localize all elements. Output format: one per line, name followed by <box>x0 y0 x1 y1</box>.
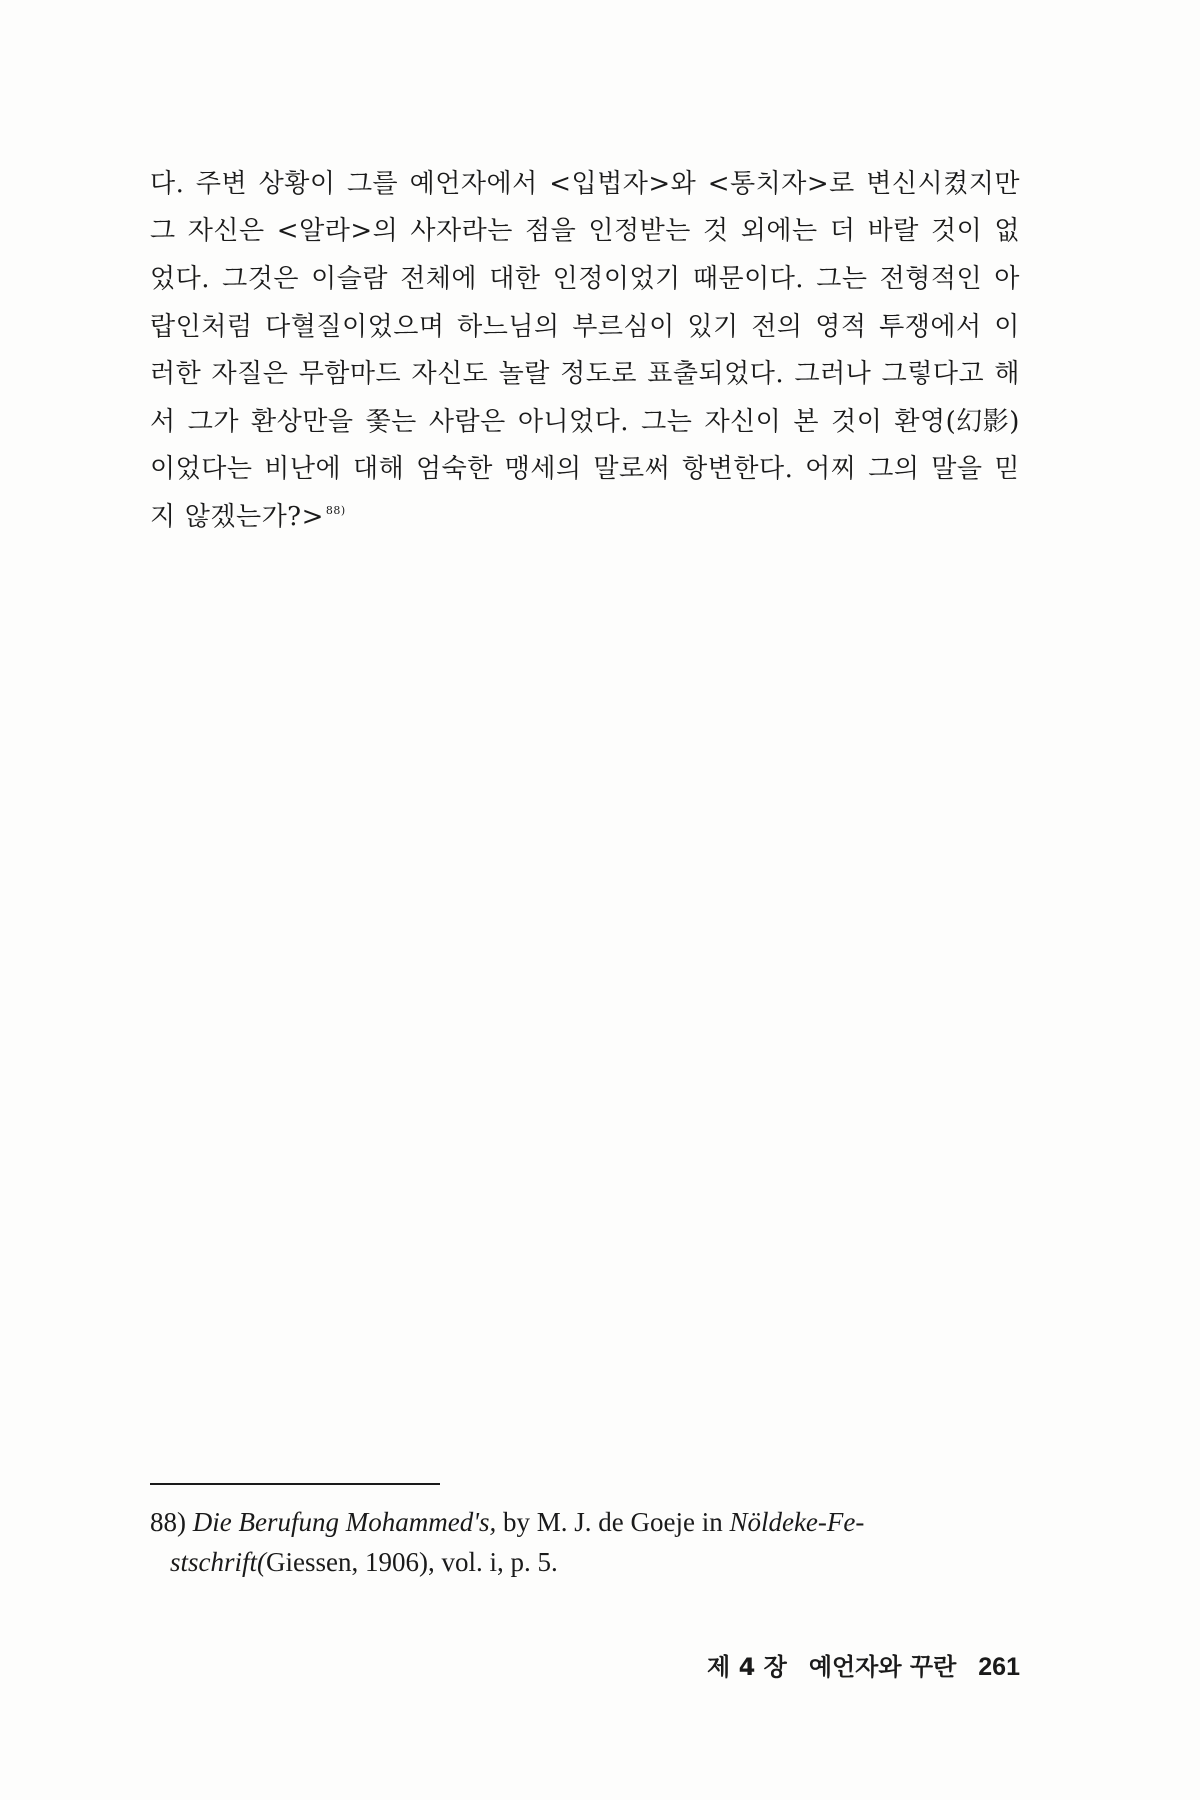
body-line <box>150 208 1020 256</box>
body-word: 아니었다. <box>517 406 630 437</box>
body-word: 사자라는 <box>410 216 513 247</box>
body-word: 랍인처럼 <box>150 311 253 342</box>
body-word: <입법자>와 <box>549 168 697 199</box>
body-word: 대해 <box>352 454 405 485</box>
body-word: 인정받는 <box>588 216 691 247</box>
body-word: 자신도 <box>411 359 489 390</box>
body-word: 비난에 <box>264 454 342 485</box>
body-word: 이슬람 <box>311 263 389 294</box>
body-word: 본 <box>793 406 819 437</box>
body-text <box>150 160 1020 541</box>
body-word: 정도로 <box>560 359 637 390</box>
body-word: 자질은 <box>211 359 289 390</box>
body-word: 그러나 <box>794 359 872 390</box>
body-word: 점을 <box>525 216 577 247</box>
body-word: 때문이다. <box>692 263 805 294</box>
body-word: 다혈질이었으며 <box>265 311 445 342</box>
body-word: 투쟁에서 <box>879 311 982 342</box>
body-word: 부르심이 <box>572 311 675 342</box>
body-word: 더 <box>829 216 856 247</box>
body-word: 환상만을 <box>251 406 354 437</box>
footnote-rule <box>150 1483 440 1485</box>
body-word: 하느님의 <box>457 311 560 342</box>
body-word: 그것은 <box>222 263 300 294</box>
body-line <box>150 398 1020 446</box>
body-word: <알라>의 <box>276 216 399 247</box>
footnote-by: by M. J. de Goeje in <box>502 1507 723 1537</box>
body-word: 아 <box>994 263 1020 294</box>
body-line <box>150 255 1020 303</box>
body-word: 러한 <box>150 359 202 390</box>
footnote-journal-1: Nöldeke-Fe- <box>729 1507 865 1537</box>
body-word: 전형적인 <box>879 263 983 294</box>
body-line <box>150 303 1020 351</box>
body-line <box>150 350 1020 398</box>
body-word: 그는 <box>816 263 868 294</box>
footnote-reference: 88) <box>325 504 346 518</box>
body-word: 엄숙한 <box>416 454 493 485</box>
body-word: 말을 <box>931 454 983 485</box>
body-word: 그의 <box>868 454 920 485</box>
body-word: 항변한다. <box>682 454 794 485</box>
body-word: 자신이 <box>704 406 782 437</box>
body-word: 어찌 <box>805 454 857 485</box>
body-word: 지 <box>150 501 176 532</box>
body-word: 대한 <box>489 263 541 294</box>
body-word: 무함마드 <box>298 359 402 390</box>
body-word: 환영(幻影) <box>894 406 1020 437</box>
body-word: 다. <box>150 168 185 199</box>
body-word: 자신은 <box>187 216 265 247</box>
body-word: 그 <box>150 216 176 247</box>
body-word: 이 <box>994 311 1020 342</box>
body-word: 전의 <box>751 311 803 342</box>
body-word: 그가 <box>187 406 239 437</box>
body-word: 말로써 <box>593 454 671 485</box>
body-word: 바랄 <box>867 216 919 247</box>
page-number: 261 <box>978 1653 1020 1681</box>
body-word: 없 <box>994 216 1020 247</box>
body-word: 표출되었다. <box>647 359 785 390</box>
body-word: 않겠는가?> <box>184 501 324 532</box>
footnote-journal-2: stschrift( <box>170 1547 267 1577</box>
body-line <box>150 160 1020 208</box>
body-word: 인정이었기 <box>552 263 681 294</box>
body-word: 것 <box>703 216 729 247</box>
footer-chapter: 제 4 장 <box>707 1653 787 1681</box>
body-word: 그렇다고 <box>881 359 985 390</box>
body-line <box>150 446 1020 494</box>
footnote-title: Die Berufung Mohammed's, <box>192 1507 497 1537</box>
body-word: 었다. <box>150 263 210 294</box>
body-word: 믿 <box>994 454 1020 485</box>
body-word: 맹세의 <box>504 454 582 485</box>
body-word: 서 <box>150 406 176 437</box>
footnote-line-1 <box>150 1502 1010 1542</box>
footnote <box>150 1502 1010 1582</box>
body-word: 그는 <box>641 406 693 437</box>
body-word: 예언자에서 <box>409 168 538 199</box>
footer-chapter-title: 예언자와 꾸란 <box>808 1653 957 1681</box>
body-word: 사람은 <box>428 406 506 437</box>
body-word: 쫓는 <box>365 406 417 437</box>
running-footer <box>680 1647 1020 1682</box>
body-word: <통치자>로 <box>707 168 855 199</box>
body-word: 변신시켰지만 <box>866 168 1020 199</box>
body-word: 상황이 <box>258 168 336 199</box>
body-word: 그를 <box>346 168 399 199</box>
body-line <box>150 493 1020 541</box>
body-word: 영적 <box>815 311 867 342</box>
body-word: 전체에 <box>400 263 478 294</box>
body-word: 있기 <box>687 311 739 342</box>
footnote-rest: Giessen, 1906), vol. i, p. 5. <box>266 1547 558 1577</box>
body-word: 것이 <box>930 216 983 247</box>
body-word: 주변 <box>195 168 248 199</box>
body-word: 해 <box>994 359 1020 390</box>
footnote-line-2 <box>150 1542 1010 1582</box>
body-word: 것이 <box>831 406 883 437</box>
body-word: 이었다는 <box>150 454 253 485</box>
footnote-number: 88) <box>150 1507 186 1537</box>
body-word: 외에는 <box>740 216 818 247</box>
body-word: 놀랄 <box>498 359 550 390</box>
